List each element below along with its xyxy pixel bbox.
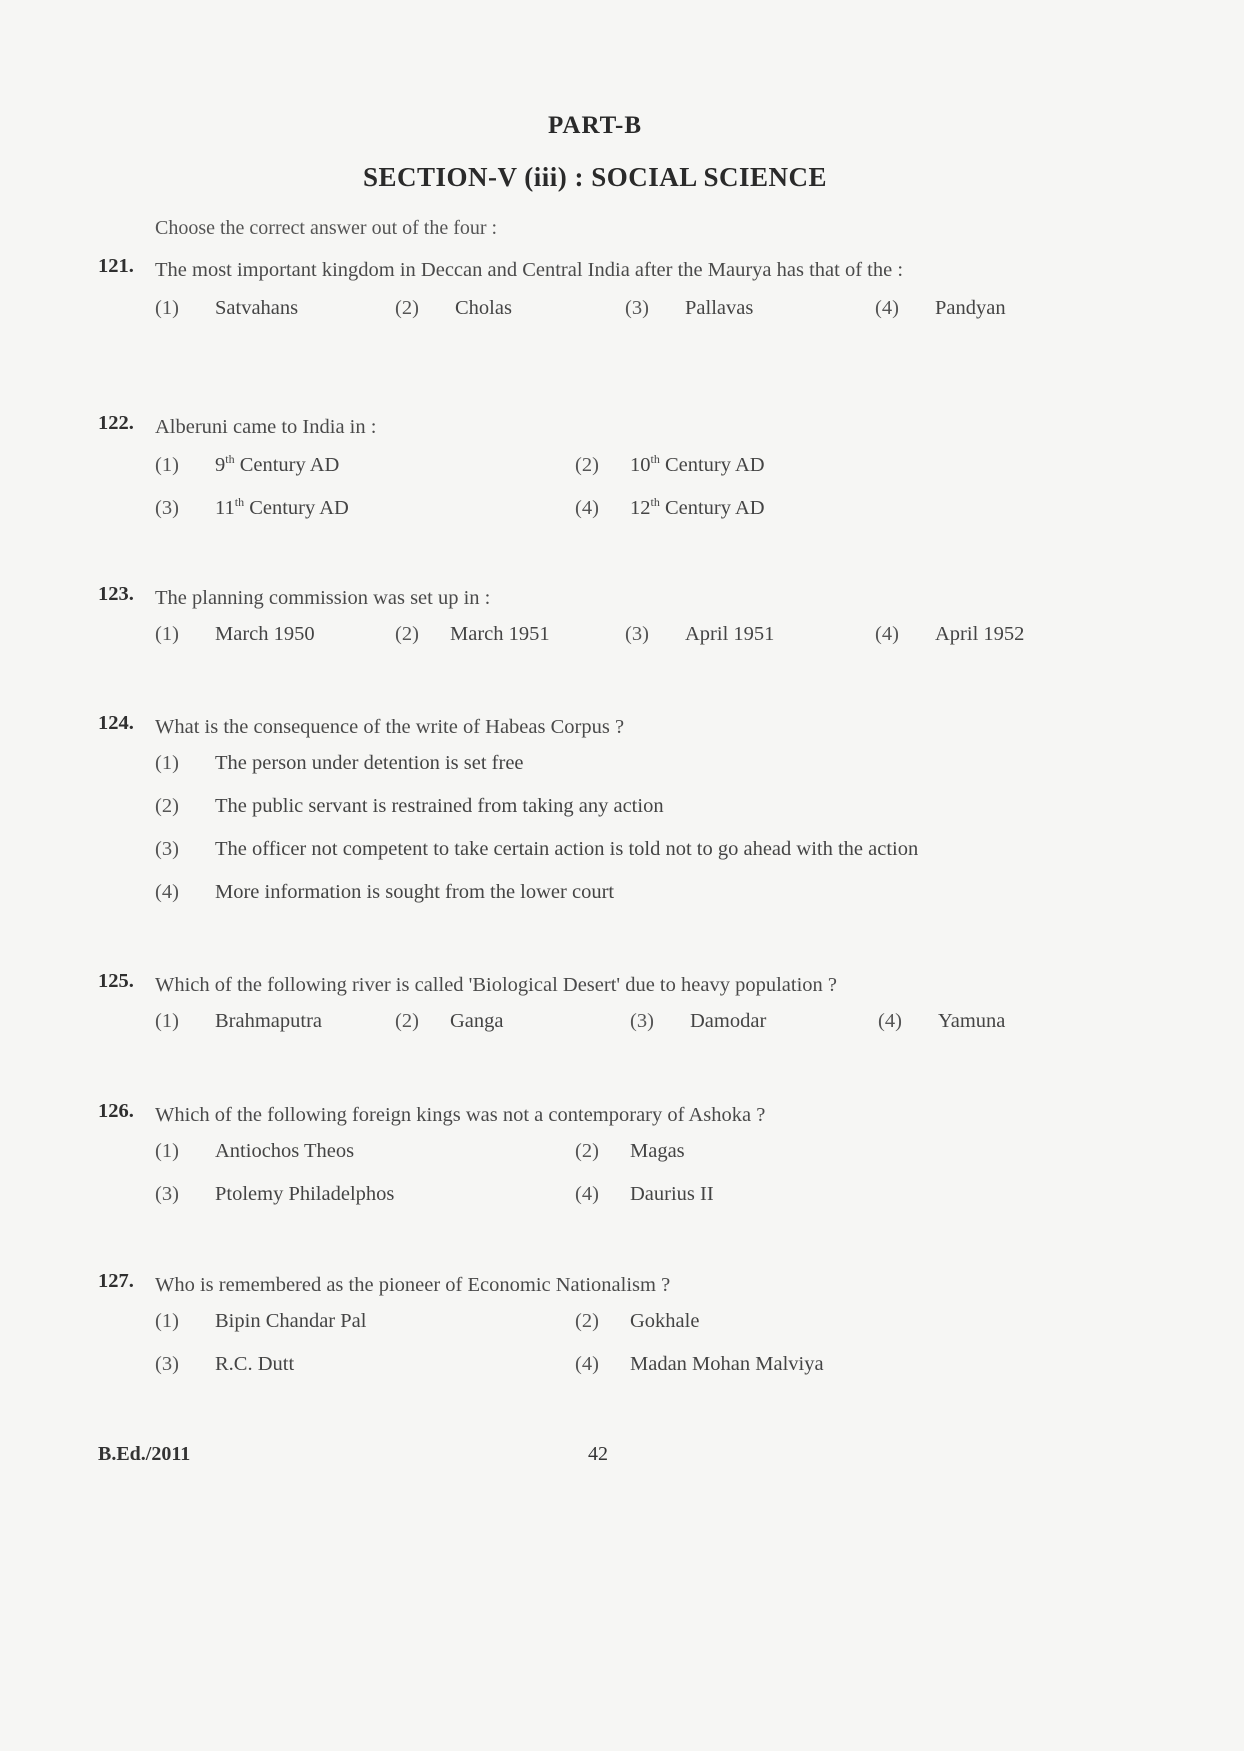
question-text: What is the consequence of the write of Habeas Corpus ?	[155, 716, 625, 738]
option-2: (2) The public servant is restrained from taking any action	[155, 795, 664, 817]
question-text: Alberuni came to India in :	[155, 416, 377, 438]
option-4: (4) 12th Century AD	[575, 495, 765, 519]
option-1: (1) March 1950	[155, 623, 315, 645]
question-number: 121.	[98, 255, 134, 277]
instructions: Choose the correct answer out of the four :	[155, 217, 498, 239]
option-2: (2) Cholas	[395, 297, 512, 319]
option-3: (3) 11th Century AD	[155, 495, 349, 519]
option-2: (2) Ganga	[395, 1010, 504, 1032]
question-121	[98, 255, 1108, 340]
option-1: (1) Brahmaputra	[155, 1010, 323, 1032]
option-2: (2) March 1951	[395, 623, 550, 645]
question-text: Which of the following river is called 'Biological Desert' due to heavy population ?	[155, 974, 837, 996]
question-125	[98, 970, 1108, 1053]
option-3: (3) Ptolemy Philadelphos	[155, 1183, 395, 1205]
question-text: The most important kingdom in Deccan and Central India after the Maurya has that of the :	[155, 259, 904, 281]
question-number: 124.	[98, 712, 134, 734]
option-4: (4) Madan Mohan Malviya	[575, 1353, 824, 1375]
exam-code: B.Ed./2011	[98, 1443, 191, 1465]
option-1: (1) 9th Century AD	[155, 452, 340, 476]
option-1: (1) The person under detention is set free	[155, 752, 524, 774]
question-126	[98, 1100, 1108, 1226]
option-4: (4) Daurius II	[575, 1183, 714, 1205]
option-2: (2) Gokhale	[575, 1310, 700, 1332]
option-3: (3) Damodar	[630, 1010, 767, 1032]
option-4: (4) Pandyan	[875, 297, 1006, 319]
question-124	[98, 712, 1108, 924]
option-1: (1) Antiochos Theos	[155, 1140, 355, 1162]
option-1: (1) Satvahans	[155, 297, 299, 319]
option-3: (3) R.C. Dutt	[155, 1353, 295, 1375]
question-text: Who is remembered as the pioneer of Economic Nationalism ?	[155, 1274, 671, 1296]
option-4: (4) April 1952	[875, 623, 1025, 645]
question-number: 125.	[98, 970, 134, 992]
question-122	[98, 412, 1108, 540]
option-4: (4) More information is sought from the lower court	[155, 881, 615, 903]
option-2: (2) 10th Century AD	[575, 452, 765, 476]
option-2: (2) Magas	[575, 1140, 685, 1162]
option-4: (4) Yamuna	[878, 1010, 1006, 1032]
question-text: Which of the following foreign kings was not a contemporary of Ashoka ?	[155, 1104, 766, 1126]
question-text: The planning commission was set up in :	[155, 587, 491, 609]
question-123	[98, 583, 1108, 666]
section-heading: SECTION-V (iii) : SOCIAL SCIENCE	[362, 162, 828, 192]
question-number: 126.	[98, 1100, 134, 1122]
question-number: 122.	[98, 412, 134, 434]
page-number: 42	[588, 1443, 608, 1465]
option-3: (3) April 1951	[625, 623, 775, 645]
option-3: (3) The officer not competent to take certain action is told not to go ahead with the action	[155, 838, 919, 860]
part-heading: PART-B	[547, 112, 643, 139]
question-127	[98, 1270, 1108, 1396]
option-1: (1) Bipin Chandar Pal	[155, 1310, 367, 1332]
question-number: 127.	[98, 1270, 134, 1292]
option-3: (3) Pallavas	[625, 297, 754, 319]
question-number: 123.	[98, 583, 134, 605]
